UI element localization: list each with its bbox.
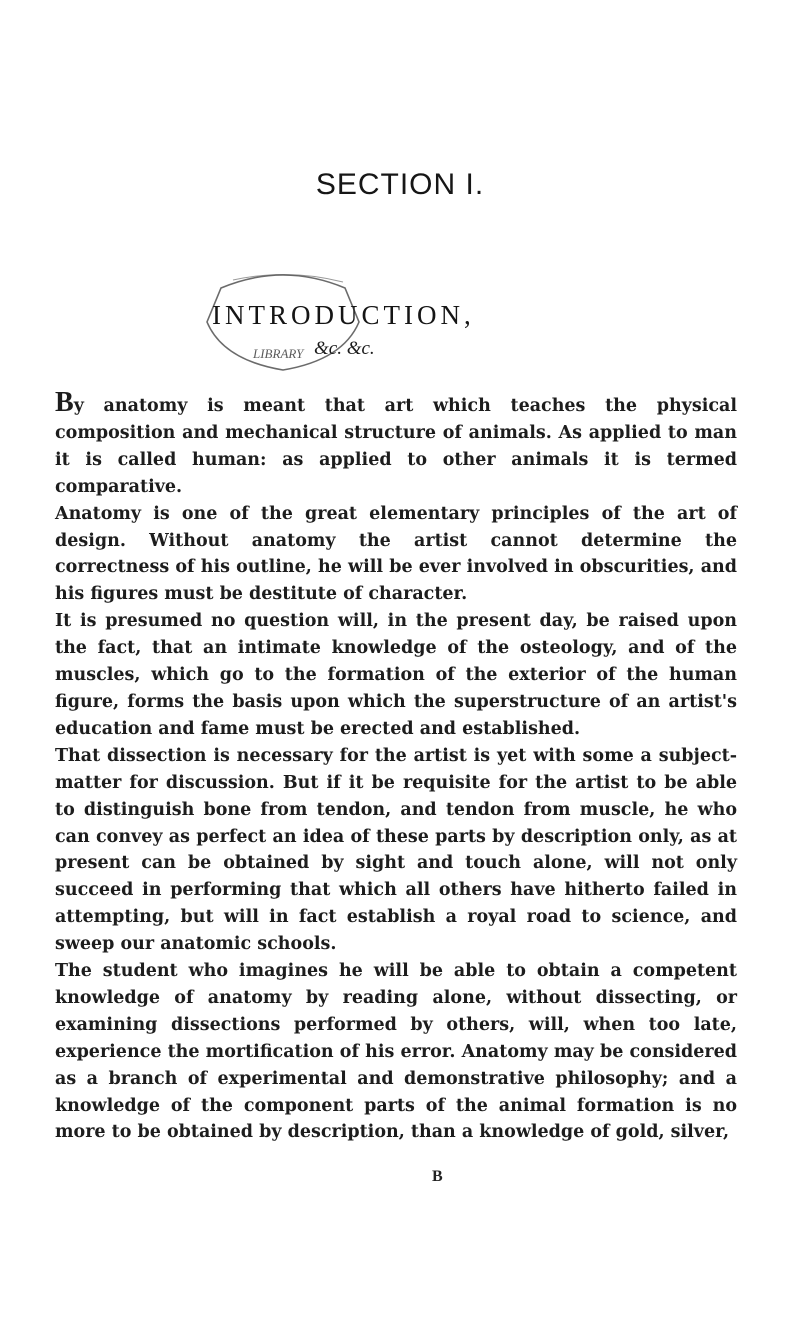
section-heading: SECTION I. — [315, 168, 485, 201]
drop-cap: B — [55, 387, 74, 418]
paragraph-4: That dissection is necessary for the artist is yet with some a subject-matter for discussion. But if it be requisite for the artist to be able to distinguish bone from tendon, and tendon from muscle, he who can convey as perfect an idea of these parts by description only, as at present can be obtained by sight and touch alone, will not only succeed in performing that which all others have hitherto failed in attempting, but will in fact establish a royal road to science, and sweep our anatomic schools. — [55, 745, 737, 955]
signature-mark: B — [432, 1168, 443, 1185]
paragraph-5: The student who imagines he will be able to obtain a competent knowledge of anatomy by reading alone, without dissecting, or examining dissections performed by others, will, when too late, experience the mortification of his error. Anatomy may be considered as a branch of experimental and demonstrative philosophy; and a knowledge of the component parts of the animal formation is no more to be obtained by description, than a knowledge of gold, silver, — [55, 961, 737, 1143]
chapter-subtitle: &c. &c. — [314, 338, 375, 359]
paragraph-3: It is presumed no question will, in the present day, be raised upon the fact, that an intimate knowledge of the osteology, and of the muscles, which go to the formation of the exterior of the human figure, forms the basis upon which the superstructure of an artist's education and fame must be erected and established. — [55, 611, 737, 739]
body-text — [55, 387, 737, 1146]
paragraph-1: By anatomy is meant that art which teaches the physical composition and mechanical structure of animals. As applied to man it is called human: as applied to other animals it is termed comparative. — [55, 387, 737, 497]
chapter-title: INTRODUCTION, — [212, 300, 475, 330]
paragraph-2: Anatomy is one of the great elementary principles of the art of design. Without anatomy the artist cannot determine the correctness of his outline, he will be ever involved in obscurities, and his figures must be destitute of character. — [55, 503, 737, 605]
svg-text:LIBRARY: LIBRARY — [253, 346, 304, 361]
